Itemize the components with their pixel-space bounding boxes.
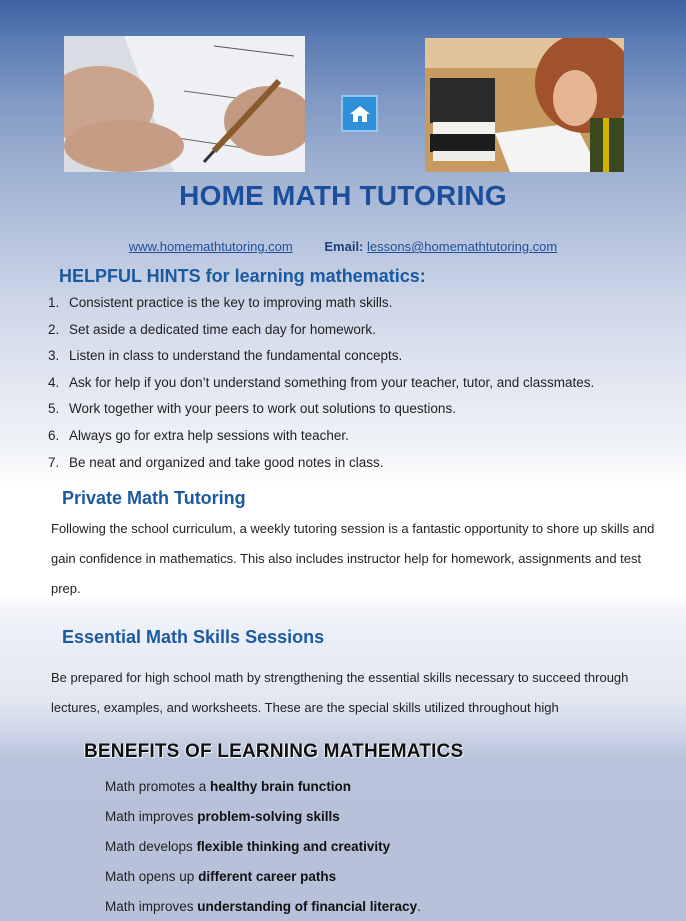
benefit-item (105, 838, 421, 868)
benefit-suffix: . (417, 899, 421, 914)
hint-text: Always go for extra help sessions with teacher. (69, 427, 349, 443)
photo-hand-writing-math-image (64, 36, 305, 172)
benefit-prefix: Math develops (105, 839, 197, 854)
benefit-highlight: different career paths (198, 869, 337, 884)
hint-text: Work together with your peers to work out solutions to questions. (69, 401, 456, 417)
benefits-list (105, 778, 421, 921)
hint-item (48, 347, 668, 374)
essential-skills-heading: Essential Math Skills Sessions (62, 627, 325, 647)
hint-text: Set aside a dedicated time each day for homework. (69, 321, 376, 337)
benefit-prefix: Math promotes a (105, 779, 211, 794)
benefit-highlight: understanding of financial literacy (197, 899, 418, 914)
hint-number: 2. (48, 321, 60, 337)
benefit-highlight: healthy brain function (210, 779, 352, 794)
photo-hand-writing-math (64, 36, 305, 172)
website-link[interactable]: www.homemathtutoring.com (128, 239, 293, 254)
hint-item (48, 454, 668, 481)
benefit-item (105, 898, 421, 921)
hint-item (48, 400, 668, 427)
private-tutoring-body: Following the school curriculum, a weekly tutoring session is a fantastic opportunity to shore up skills and gain confidence in mathematics. This also includes instructor help for homework, assignments and test prep. (51, 521, 655, 596)
hint-text: Listen in class to understand the fundamental concepts. (69, 348, 403, 364)
benefit-item (105, 868, 421, 898)
benefit-item (105, 808, 421, 838)
benefit-prefix: Math opens up (105, 869, 199, 884)
benefit-highlight: problem-solving skills (197, 809, 340, 824)
benefit-highlight: flexible thinking and creativity (196, 839, 391, 854)
hint-number: 5. (48, 401, 60, 417)
benefits-heading: BENEFITS OF LEARNING MATHEMATICS (84, 741, 464, 762)
essential-skills-body: Be prepared for high school math by strengthening the essential skills necessary to succeed through lectures, examples, and worksheets. These are the special skills utilized throughout high (51, 670, 629, 715)
hint-text: Consistent practice is the key to improving math skills. (69, 295, 393, 310)
private-tutoring-heading: Private Math Tutoring (62, 488, 246, 508)
hint-item (48, 374, 668, 401)
hint-number: 6. (48, 427, 60, 443)
hint-number: 3. (48, 348, 60, 364)
hint-item (48, 321, 668, 348)
email-link[interactable]: lessons@homemathtutoring.com (367, 239, 558, 254)
hint-number: 1. (48, 295, 60, 310)
photo-student-studying-image (425, 38, 624, 172)
hint-text: Be neat and organized and take good notes in class. (69, 454, 384, 470)
hint-item (48, 294, 668, 321)
benefit-item (105, 778, 421, 808)
hint-number: 4. (48, 374, 60, 390)
benefit-prefix: Math improves (105, 899, 198, 914)
home-button[interactable] (341, 95, 378, 132)
hints-list (48, 294, 668, 480)
home-icon (348, 104, 372, 124)
email-label: Email: (324, 239, 364, 254)
contact-line (0, 239, 686, 254)
hint-item (48, 427, 668, 454)
benefit-prefix: Math improves (105, 809, 198, 824)
page-title: HOME MATH TUTORING (179, 180, 507, 211)
hints-heading: HELPFUL HINTS for learning mathematics: (59, 266, 426, 286)
hint-text: Ask for help if you don’t understand something from your teacher, tutor, and classmates. (69, 374, 595, 390)
hint-number: 7. (48, 454, 60, 470)
photo-student-studying (425, 38, 624, 172)
